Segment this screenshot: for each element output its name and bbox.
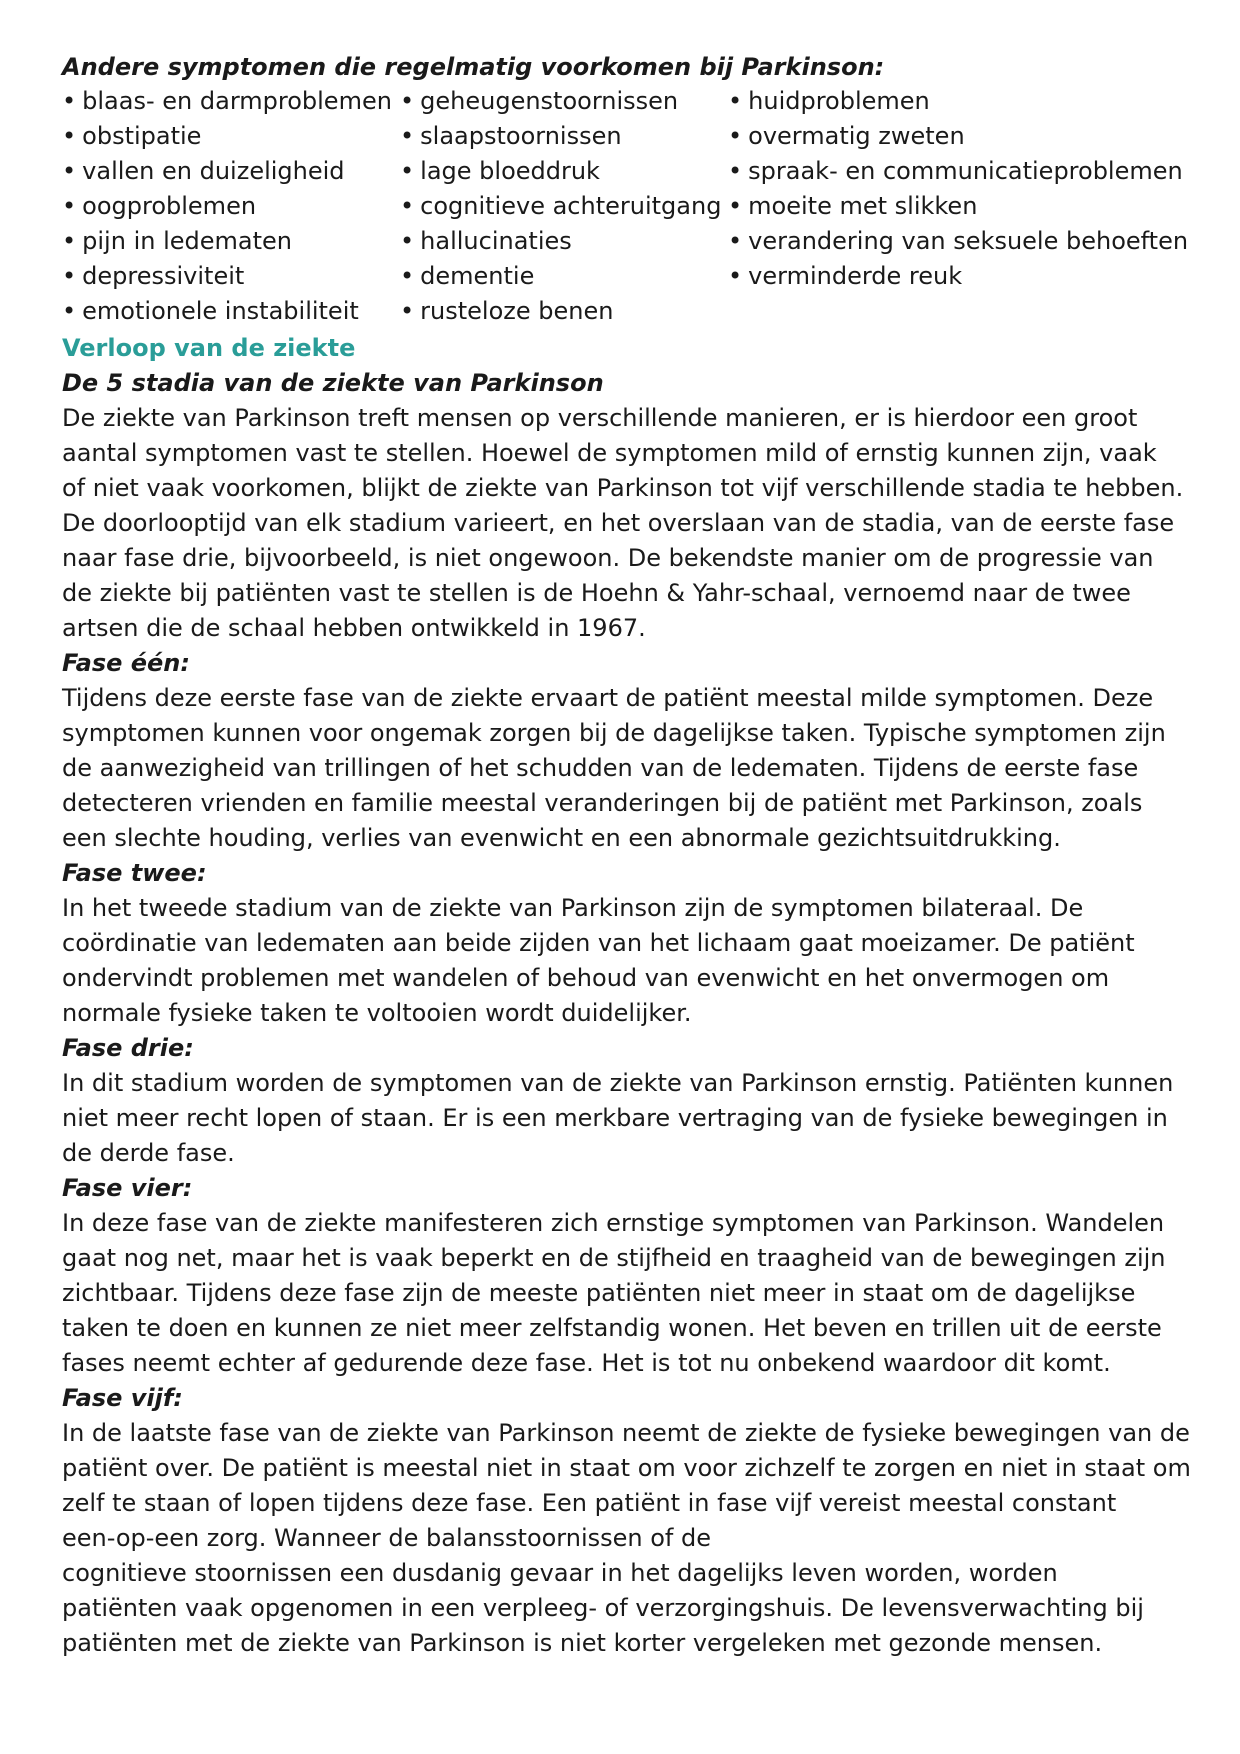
text-line: cognitieve stoornissen een dusdanig gevaar in het dagelijks leven worden, worden [62,1559,1058,1587]
text-line: aantal symptomen vast te stellen. Hoewel de symptomen mild of ernstig kunnen zijn, vaak [62,439,1157,467]
symptom-item: • hallucinaties [400,224,721,259]
text-line: In deze fase van de ziekte manifesteren zich ernstige symptomen van Parkinson. Wandelen [62,1209,1165,1237]
symptom-item: • dementie [400,259,721,294]
symptom-list [62,84,1192,330]
text-line: taken te doen en kunnen ze niet meer zelfstandig wonen. Het beven en trillen uit de eerste [62,1314,1162,1342]
symptom-item: • verandering van seksuele behoeften [728,224,1188,259]
phase-1-paragraph [62,681,1192,856]
text-line: In het tweede stadium van de ziekte van Parkinson zijn de symptomen bilateraal. De [62,894,1084,922]
symptom-item: • lage bloeddruk [400,154,721,189]
text-line: normale fysieke taken te voltooien wordt duidelijker. [62,999,692,1027]
symptom-item: • emotionele instabiliteit [62,294,392,329]
symptom-item: • overmatig zweten [728,119,1188,154]
symptom-item: • blaas- en darmproblemen [62,84,392,119]
symptom-item: • pijn in ledematen [62,224,392,259]
text-line: Tijdens deze eerste fase van de ziekte ervaart de patiënt meestal milde symptomen. Deze [62,684,1154,712]
symptom-item: • geheugenstoornissen [400,84,721,119]
phase-2-paragraph [62,891,1192,1031]
symptom-item: • rusteloze benen [400,294,721,329]
symptom-item: • depressiviteit [62,259,392,294]
text-line: De doorlooptijd van elk stadium varieert, en het overslaan van de stadia, van de eerste fase [62,509,1175,537]
phase-heading-4: Fase vier: [62,1174,193,1202]
symptom-item: • vallen en duizeligheid [62,154,392,189]
text-line: ondervindt problemen met wandelen of behoud van evenwicht en het onvermogen om [62,964,1110,992]
section-title: Verloop van de ziekte [62,334,356,362]
text-line: patiënten met de ziekte van Parkinson is niet korter vergeleken met gezonde mensen. [62,1629,1103,1657]
symptom-item: • obstipatie [62,119,392,154]
intro-paragraph [62,401,1192,646]
section-subtitle: De 5 stadia van de ziekte van Parkinson [62,369,604,397]
text-line: de aanwezigheid van trillingen of het schudden van de ledematen. Tijdens de eerste fase [62,754,1139,782]
symptom-column-3 [728,84,1188,294]
text-line: artsen die de schaal hebben ontwikkeld in 1967. [62,614,646,642]
symptom-column-1 [62,84,392,329]
text-line: fases neemt echter af gedurende deze fase. Het is tot nu onbekend waardoor dit komt. [62,1349,1111,1377]
symptom-item: • moeite met slikken [728,189,1188,224]
text-line: zelf te staan of lopen tijdens deze fase. Een patiënt in fase vijf vereist meestal constant [62,1489,1117,1517]
text-line: de ziekte bij patiënten vast te stellen is de Hoehn & Yahr-schaal, vernoemd naar de twee [62,579,1131,607]
text-line: zichtbaar. Tijdens deze fase zijn de meeste patiënten niet meer in staat om de dagelijkse [62,1279,1136,1307]
text-line: een-op-een zorg. Wanneer de balansstoornissen of de [62,1524,712,1552]
symptom-item: • verminderde reuk [728,259,1188,294]
phase-5-paragraph [62,1416,1192,1661]
symptom-item: • huidproblemen [728,84,1188,119]
text-line: gaat nog net, maar het is vaak beperkt en de stijfheid en traagheid van de bewegingen zijn [62,1244,1166,1272]
document-page [62,50,1192,1661]
text-line: patiënt over. De patiënt is meestal niet in staat om voor zichzelf te zorgen en niet in staat om [62,1454,1191,1482]
symptoms-heading: Andere symptomen die regelmatig voorkomen bij Parkinson: [62,53,885,81]
text-line: de derde fase. [62,1139,235,1167]
text-line: naar fase drie, bijvoorbeeld, is niet ongewoon. De bekendste manier om de progressie van [62,544,1154,572]
symptom-item: • spraak- en communicatieproblemen [728,154,1188,189]
text-line: In dit stadium worden de symptomen van de ziekte van Parkinson ernstig. Patiënten kunnen [62,1069,1174,1097]
text-line: detecteren vrienden en familie meestal veranderingen bij de patiënt met Parkinson, zoals [62,789,1143,817]
text-line: symptomen kunnen voor ongemak zorgen bij de dagelijkse taken. Typische symptomen zijn [62,719,1166,747]
phase-heading-2: Fase twee: [62,859,207,887]
phase-heading-1: Fase één: [62,649,190,677]
phase-heading-5: Fase vijf: [62,1384,183,1412]
text-line: of niet vaak voorkomen, blijkt de ziekte van Parkinson tot vijf verschillende stadia te hebben. [62,474,1184,502]
symptom-item: • oogproblemen [62,189,392,224]
symptom-column-2 [400,84,721,329]
phase-4-paragraph [62,1206,1192,1381]
phase-3-paragraph [62,1066,1192,1171]
text-line: coördinatie van ledematen aan beide zijden van het lichaam gaat moeizamer. De patiënt [62,929,1135,957]
text-line: niet meer recht lopen of staan. Er is een merkbare vertraging van de fysieke bewegingen in [62,1104,1168,1132]
phase-heading-3: Fase drie: [62,1034,194,1062]
text-line: een slechte houding, verlies van evenwicht en een abnormale gezichtsuitdrukking. [62,824,1061,852]
text-line: patiënten vaak opgenomen in een verpleeg- of verzorgingshuis. De levensverwachting bij [62,1594,1144,1622]
symptom-item: • slaapstoornissen [400,119,721,154]
text-line: De ziekte van Parkinson treft mensen op verschillende manieren, er is hierdoor een groot [62,404,1138,432]
symptom-item: • cognitieve achteruitgang [400,189,721,224]
text-line: In de laatste fase van de ziekte van Parkinson neemt de ziekte de fysieke bewegingen van de [62,1419,1190,1447]
